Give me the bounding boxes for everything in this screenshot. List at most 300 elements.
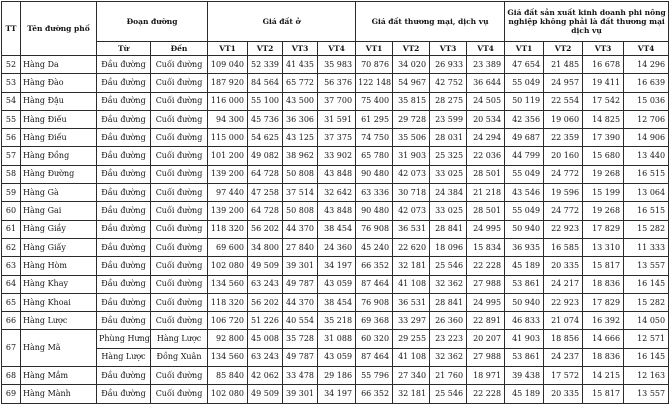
price-cell: 55 049: [505, 165, 544, 183]
price-cell: 35 983: [318, 56, 356, 74]
price-cell: 60 320: [356, 330, 393, 348]
price-cell: 24 995: [467, 293, 505, 311]
price-cell: 42 073: [393, 165, 430, 183]
price-cell: 31 903: [393, 147, 430, 165]
table-row: [2, 257, 669, 275]
price-cell: 14 666: [583, 330, 624, 348]
header-from: Từ: [97, 42, 151, 56]
price-cell: 55 049: [505, 74, 544, 92]
header-commercial-price: Giá đất thương mại, dịch vụ: [356, 2, 505, 42]
header-vt: VT2: [248, 42, 283, 56]
price-cell: 76 908: [356, 220, 393, 238]
table-row: [2, 238, 669, 256]
price-cell: 37 700: [318, 92, 356, 110]
header-vt: VT3: [430, 42, 467, 56]
price-cell: 34 197: [318, 257, 356, 275]
price-cell: 118 320: [208, 220, 248, 238]
price-cell: 22 620: [393, 238, 430, 256]
price-cell: 36 935: [505, 238, 544, 256]
price-cell: 24 294: [467, 129, 505, 147]
price-cell: 24 772: [544, 202, 583, 220]
row-number: 58: [2, 165, 21, 183]
segment-to: Cuối đường: [151, 257, 208, 275]
price-cell: 33 478: [283, 367, 318, 385]
price-cell: 28 031: [430, 129, 467, 147]
price-cell: 102 080: [208, 385, 248, 403]
price-cell: 14 825: [583, 110, 624, 128]
street-name: Hàng Gai: [21, 202, 97, 220]
price-cell: 23 223: [430, 330, 467, 348]
price-cell: 22 923: [544, 293, 583, 311]
header-residential-price: Giá đất ở: [208, 2, 356, 42]
price-cell: 49 687: [505, 129, 544, 147]
segment-from: Đầu đường: [97, 74, 151, 92]
price-cell: 50 940: [505, 293, 544, 311]
price-cell: 32 181: [393, 257, 430, 275]
price-cell: 45 189: [505, 257, 544, 275]
price-cell: 22 891: [467, 312, 505, 330]
price-cell: 14 215: [583, 367, 624, 385]
price-cell: 44 799: [505, 147, 544, 165]
price-cell: 54 625: [248, 129, 283, 147]
price-cell: 43 059: [318, 275, 356, 293]
table-row: [2, 348, 669, 366]
row-number: 68: [2, 367, 21, 385]
price-cell: 28 841: [430, 293, 467, 311]
header-vt: VT3: [583, 42, 624, 56]
price-cell: 90 480: [356, 165, 393, 183]
price-cell: 15 834: [467, 238, 505, 256]
street-name: Hàng Gà: [21, 184, 97, 202]
price-cell: 43 848: [318, 202, 356, 220]
street-name: Hàng Mã: [21, 330, 97, 367]
price-cell: 19 596: [544, 184, 583, 202]
price-cell: 51 226: [248, 312, 283, 330]
header-vt: VT1: [208, 42, 248, 56]
price-cell: 66 352: [356, 385, 393, 403]
price-cell: 116 000: [208, 92, 248, 110]
price-cell: 134 560: [208, 275, 248, 293]
price-cell: 69 368: [356, 312, 393, 330]
price-cell: 24 217: [544, 275, 583, 293]
price-cell: 24 772: [544, 165, 583, 183]
price-cell: 35 506: [393, 129, 430, 147]
table-row: [2, 293, 669, 311]
price-cell: 31 088: [318, 330, 356, 348]
price-cell: 18 856: [544, 330, 583, 348]
price-cell: 56 202: [248, 220, 283, 238]
segment-to: Cuối đường: [151, 293, 208, 311]
price-cell: 49 082: [248, 147, 283, 165]
price-cell: 24 360: [318, 238, 356, 256]
price-cell: 118 320: [208, 293, 248, 311]
header-street-name: Tên đường phố: [21, 2, 97, 56]
price-cell: 24 237: [544, 348, 583, 366]
price-cell: 31 591: [318, 110, 356, 128]
price-cell: 27 988: [467, 348, 505, 366]
segment-to: Cuối đường: [151, 184, 208, 202]
segment-to: Cuối đường: [151, 238, 208, 256]
price-cell: 37 375: [318, 129, 356, 147]
segment-to: Cuối đường: [151, 56, 208, 74]
price-cell: 15 036: [624, 92, 669, 110]
price-cell: 14 296: [624, 56, 669, 74]
price-cell: 26 933: [430, 56, 467, 74]
segment-to: Cuối đường: [151, 275, 208, 293]
row-number: 69: [2, 385, 21, 403]
price-cell: 13 440: [624, 147, 669, 165]
segment-to: Cuối đường: [151, 312, 208, 330]
price-cell: 55 796: [356, 367, 393, 385]
price-cell: 109 040: [208, 56, 248, 74]
segment-from: Đầu đường: [97, 293, 151, 311]
price-cell: 20 534: [467, 110, 505, 128]
price-cell: 21 760: [430, 367, 467, 385]
header-vt: VT4: [467, 42, 505, 56]
price-cell: 49 787: [283, 275, 318, 293]
price-cell: 35 728: [283, 330, 318, 348]
price-cell: 50 940: [505, 220, 544, 238]
price-cell: 34 197: [318, 385, 356, 403]
price-cell: 18 971: [467, 367, 505, 385]
row-number: 64: [2, 275, 21, 293]
table-row: [2, 74, 669, 92]
row-number: 67: [2, 330, 21, 367]
price-cell: 36 531: [393, 220, 430, 238]
price-cell: 35 218: [318, 312, 356, 330]
segment-from: Đầu đường: [97, 257, 151, 275]
price-cell: 22 036: [467, 147, 505, 165]
price-cell: 28 275: [430, 92, 467, 110]
price-cell: 13 064: [624, 184, 669, 202]
price-cell: 11 333: [624, 238, 669, 256]
header-tt: TT: [2, 2, 21, 56]
header-vt: VT4: [624, 42, 669, 56]
price-cell: 15 817: [583, 257, 624, 275]
price-cell: 139 200: [208, 202, 248, 220]
price-cell: 33 297: [393, 312, 430, 330]
table-row: [2, 330, 669, 348]
segment-from: Đầu đường: [97, 238, 151, 256]
price-cell: 14 906: [624, 129, 669, 147]
price-cell: 15 680: [583, 147, 624, 165]
price-cell: 25 546: [430, 385, 467, 403]
price-cell: 32 362: [430, 275, 467, 293]
price-cell: 45 736: [248, 110, 283, 128]
price-cell: 29 728: [393, 110, 430, 128]
land-price-document: [1, 1, 666, 404]
price-cell: 30 718: [393, 184, 430, 202]
price-cell: 28 841: [430, 220, 467, 238]
price-cell: 49 509: [248, 257, 283, 275]
price-cell: 27 340: [393, 367, 430, 385]
segment-from: Đầu đường: [97, 385, 151, 403]
segment-to: Cuối đường: [151, 92, 208, 110]
price-cell: 41 903: [505, 330, 544, 348]
row-number: 66: [2, 312, 21, 330]
price-cell: 18 836: [583, 348, 624, 366]
price-cell: 13 557: [624, 385, 669, 403]
segment-to: Cuối đường: [151, 147, 208, 165]
segment-from: Đầu đường: [97, 275, 151, 293]
price-cell: 20 335: [544, 257, 583, 275]
price-cell: 34 020: [393, 56, 430, 74]
price-cell: 64 728: [248, 165, 283, 183]
price-cell: 45 189: [505, 385, 544, 403]
land-price-table: [1, 1, 669, 404]
price-cell: 16 515: [624, 202, 669, 220]
table-row: [2, 92, 669, 110]
table-row: [2, 275, 669, 293]
table-row: [2, 367, 669, 385]
price-cell: 75 400: [356, 92, 393, 110]
row-number: 56: [2, 129, 21, 147]
price-cell: 20 335: [544, 385, 583, 403]
price-cell: 87 464: [356, 275, 393, 293]
segment-from: Đầu đường: [97, 220, 151, 238]
price-cell: 92 800: [208, 330, 248, 348]
segment-from: Đầu đường: [97, 184, 151, 202]
price-cell: 70 876: [356, 56, 393, 74]
price-cell: 17 542: [583, 92, 624, 110]
price-cell: 97 440: [208, 184, 248, 202]
price-cell: 15 817: [583, 385, 624, 403]
segment-from: Đầu đường: [97, 165, 151, 183]
segment-from: Đầu đường: [97, 110, 151, 128]
price-cell: 16 585: [544, 238, 583, 256]
price-cell: 14 050: [624, 312, 669, 330]
price-cell: 33 025: [430, 165, 467, 183]
price-cell: 22 228: [467, 257, 505, 275]
price-cell: 13 310: [583, 238, 624, 256]
price-cell: 44 370: [283, 293, 318, 311]
price-cell: 74 750: [356, 129, 393, 147]
segment-to: Cuối đường: [151, 385, 208, 403]
row-number: 62: [2, 238, 21, 256]
price-cell: 87 464: [356, 348, 393, 366]
segment-from: Đầu đường: [97, 312, 151, 330]
header-vt: VT4: [318, 42, 356, 56]
price-cell: 12 163: [624, 367, 669, 385]
price-cell: 39 438: [505, 367, 544, 385]
price-cell: 76 908: [356, 293, 393, 311]
segment-to: Hàng Lược: [151, 330, 208, 348]
price-cell: 28 501: [467, 165, 505, 183]
price-cell: 36 531: [393, 293, 430, 311]
street-name: Hàng Da: [21, 56, 97, 74]
price-cell: 46 833: [505, 312, 544, 330]
price-cell: 42 073: [393, 202, 430, 220]
price-cell: 25 546: [430, 257, 467, 275]
price-cell: 35 815: [393, 92, 430, 110]
segment-to: Cuối đường: [151, 202, 208, 220]
price-cell: 16 392: [583, 312, 624, 330]
price-cell: 56 202: [248, 293, 283, 311]
price-cell: 26 360: [430, 312, 467, 330]
price-cell: 16 678: [583, 56, 624, 74]
row-number: 59: [2, 184, 21, 202]
price-cell: 12 571: [624, 330, 669, 348]
price-cell: 21 074: [544, 312, 583, 330]
price-cell: 16 639: [624, 74, 669, 92]
header-to: Đến: [151, 42, 208, 56]
street-name: Hàng Mắm: [21, 367, 97, 385]
price-cell: 55 049: [505, 202, 544, 220]
street-name: Hàng Điếu: [21, 110, 97, 128]
price-cell: 90 480: [356, 202, 393, 220]
street-name: Hàng Hòm: [21, 257, 97, 275]
price-cell: 23 389: [467, 56, 505, 74]
price-cell: 22 554: [544, 92, 583, 110]
price-cell: 45 240: [356, 238, 393, 256]
price-cell: 39 301: [283, 257, 318, 275]
street-name: Hàng Đậu: [21, 92, 97, 110]
segment-to: Cuối đường: [151, 165, 208, 183]
price-cell: 53 861: [505, 348, 544, 366]
price-cell: 38 962: [283, 147, 318, 165]
row-number: 55: [2, 110, 21, 128]
price-cell: 15 282: [624, 293, 669, 311]
street-name: Hàng Điếu: [21, 129, 97, 147]
price-cell: 63 243: [248, 348, 283, 366]
row-number: 61: [2, 220, 21, 238]
price-cell: 45 008: [248, 330, 283, 348]
price-cell: 32 642: [318, 184, 356, 202]
price-cell: 32 181: [393, 385, 430, 403]
header-nonagri-price: Giá đất sản xuất kinh doanh phi nông nghiệp không phải là đất thương mại dịch vụ: [505, 2, 669, 42]
street-name: Hàng Đào: [21, 74, 97, 92]
price-cell: 43 500: [283, 92, 318, 110]
price-cell: 41 108: [393, 348, 430, 366]
row-number: 60: [2, 202, 21, 220]
table-row: [2, 110, 669, 128]
price-cell: 42 752: [430, 74, 467, 92]
price-cell: 41 435: [283, 56, 318, 74]
price-cell: 44 370: [283, 220, 318, 238]
row-number: 63: [2, 257, 21, 275]
segment-from: Đầu đường: [97, 147, 151, 165]
street-name: Hàng Đường: [21, 165, 97, 183]
row-number: 53: [2, 74, 21, 92]
price-cell: 24 505: [467, 92, 505, 110]
price-cell: 85 840: [208, 367, 248, 385]
price-cell: 38 454: [318, 293, 356, 311]
table-row: [2, 385, 669, 403]
header-segment: Đoạn đường: [97, 2, 208, 42]
price-cell: 50 808: [283, 202, 318, 220]
price-cell: 17 829: [583, 220, 624, 238]
price-cell: 47 258: [248, 184, 283, 202]
street-name: Hàng Khay: [21, 275, 97, 293]
table-row: [2, 129, 669, 147]
price-cell: 115 000: [208, 129, 248, 147]
street-name: Hàng Giấy: [21, 238, 97, 256]
segment-from: Đầu đường: [97, 92, 151, 110]
price-cell: 28 501: [467, 202, 505, 220]
price-cell: 15 282: [624, 220, 669, 238]
price-cell: 47 654: [505, 56, 544, 74]
price-cell: 16 145: [624, 348, 669, 366]
price-cell: 56 376: [318, 74, 356, 92]
segment-from: Đầu đường: [97, 56, 151, 74]
price-cell: 22 228: [467, 385, 505, 403]
price-cell: 36 306: [283, 110, 318, 128]
price-cell: 43 546: [505, 184, 544, 202]
price-cell: 33 902: [318, 147, 356, 165]
table-row: [2, 220, 669, 238]
price-cell: 24 957: [544, 74, 583, 92]
price-cell: 17 829: [583, 293, 624, 311]
header-vt: VT2: [393, 42, 430, 56]
price-cell: 33 025: [430, 202, 467, 220]
table-row: [2, 56, 669, 74]
price-cell: 41 108: [393, 275, 430, 293]
price-cell: 19 411: [583, 74, 624, 92]
price-cell: 134 560: [208, 348, 248, 366]
price-cell: 22 923: [544, 220, 583, 238]
segment-to: Cuối đường: [151, 367, 208, 385]
header-vt: VT3: [283, 42, 318, 56]
price-cell: 18 836: [583, 275, 624, 293]
header-vt: VT1: [356, 42, 393, 56]
header-vt: VT2: [544, 42, 583, 56]
price-cell: 21 485: [544, 56, 583, 74]
price-cell: 69 600: [208, 238, 248, 256]
price-cell: 15 199: [583, 184, 624, 202]
price-cell: 66 352: [356, 257, 393, 275]
price-cell: 24 995: [467, 220, 505, 238]
row-number: 52: [2, 56, 21, 74]
price-cell: 43 059: [318, 348, 356, 366]
row-number: 57: [2, 147, 21, 165]
segment-to: Cuối đường: [151, 74, 208, 92]
segment-to: Cuối đường: [151, 220, 208, 238]
segment-from: Đầu đường: [97, 367, 151, 385]
table-row: [2, 312, 669, 330]
price-cell: 29 186: [318, 367, 356, 385]
price-cell: 54 967: [393, 74, 430, 92]
segment-to: Cuối đường: [151, 129, 208, 147]
price-cell: 42 356: [505, 110, 544, 128]
price-cell: 64 728: [248, 202, 283, 220]
price-cell: 34 800: [248, 238, 283, 256]
price-cell: 61 295: [356, 110, 393, 128]
price-cell: 49 509: [248, 385, 283, 403]
price-cell: 106 720: [208, 312, 248, 330]
table-body: [2, 56, 669, 404]
header-vt: VT1: [505, 42, 544, 56]
price-cell: 101 200: [208, 147, 248, 165]
price-cell: 23 599: [430, 110, 467, 128]
price-cell: 29 255: [393, 330, 430, 348]
segment-to: Cuối đường: [151, 110, 208, 128]
price-cell: 27 840: [283, 238, 318, 256]
price-cell: 55 100: [248, 92, 283, 110]
price-cell: 94 300: [208, 110, 248, 128]
price-cell: 19 268: [583, 165, 624, 183]
table-row: [2, 165, 669, 183]
price-cell: 43 848: [318, 165, 356, 183]
street-name: Hàng Mành: [21, 385, 97, 403]
price-cell: 21 218: [467, 184, 505, 202]
row-number: 54: [2, 92, 21, 110]
segment-to: Đồng Xuân: [151, 348, 208, 366]
price-cell: 13 557: [624, 257, 669, 275]
price-cell: 53 861: [505, 275, 544, 293]
price-cell: 17 572: [544, 367, 583, 385]
price-cell: 49 787: [283, 348, 318, 366]
price-cell: 36 644: [467, 74, 505, 92]
